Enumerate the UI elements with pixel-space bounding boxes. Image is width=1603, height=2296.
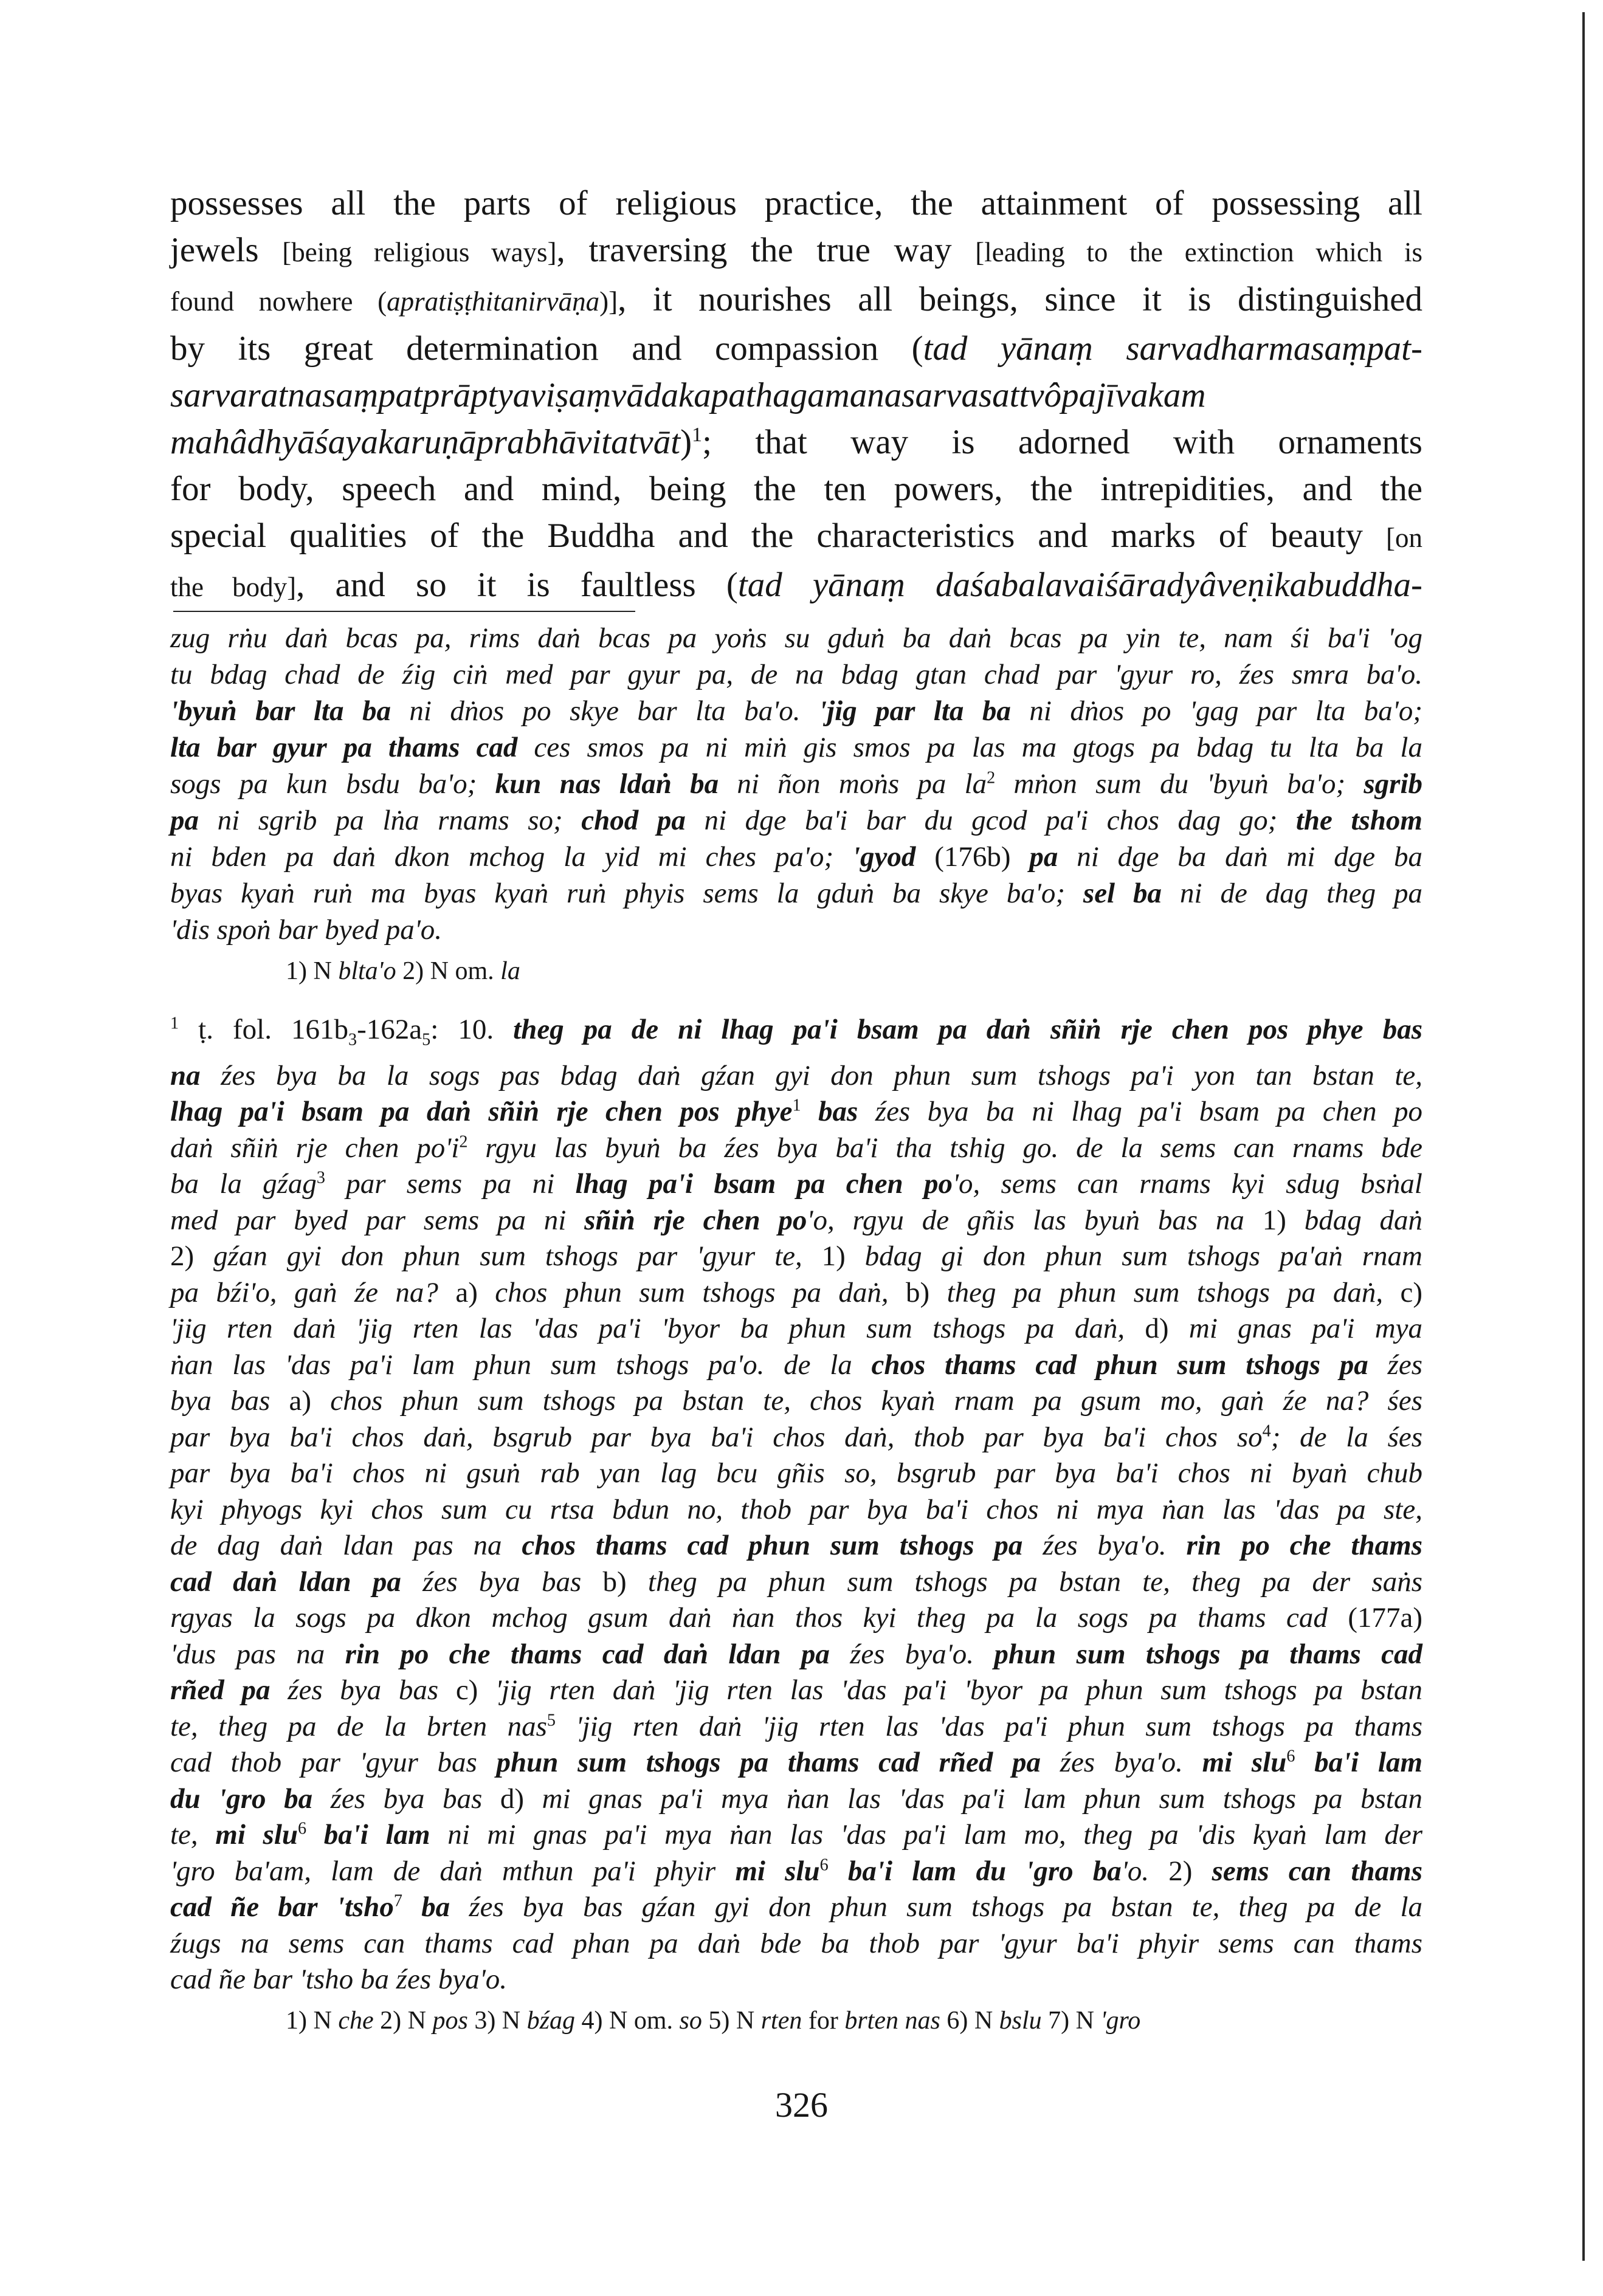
- text-line: te, mi slu$^6$ ba'i lam ni mi gnas pa'i mya ṅan las 'das pa'i lam mo, theg pa 'dis kyaṅ lam der: [170, 1819, 1423, 1851]
- page-number: 326: [775, 2085, 828, 2125]
- commentary-block-1: [170, 620, 1422, 948]
- footnote-line-2: 1) N che 2) N pos 3) N bźag 4) N om. so 5) N rten for brten nas 6) N bslu 7) N 'gro: [286, 2007, 1141, 2035]
- text-line: the body], and so it is faultless (tad yānaṃ daśabalavaiśāradyâveṇikabuddha-: [170, 566, 1422, 604]
- text-line: by its great determination and compassion (tad yānaṃ sarvadharmasaṃpat-: [170, 329, 1422, 368]
- text-line: te, theg pa de la brten nas$^5$ 'jig rten daṅ 'jig rten las 'das pa'i phun sum tshogs pa thams: [170, 1710, 1422, 1742]
- text-line: daṅ sñiṅ rje chen $po'i^2$ rgyu las byuṅ ba źes bya ba'i tha tshig go. de la sems can rnams bde: [170, 1132, 1423, 1164]
- text-line: ba la gźag$^3$ par sems pa ni lhag pa'i bsam pa chen po'o, sems can rnams kyi sdug bsṅal: [170, 1168, 1422, 1200]
- text-line: na źes bya ba la sogs pas bdag daṅ gźan gyi don phun sum tshogs pa'i yon tan bstan te,: [170, 1059, 1422, 1091]
- text-line: 'byuṅ bar lta ba ni dṅos po skye bar lta ba'o. 'jig par lta ba ni dṅos po 'gag par lta ba'o;: [170, 695, 1422, 727]
- main-translation-text: [170, 180, 1422, 611]
- text-line: ṅan las 'das pa'i lam phun sum tshogs pa'o. de la chos thams cad phun sum tshogs pa źes: [170, 1349, 1422, 1381]
- text-line: jewels [being religious ways], traversing the true way [leading to the extinction which is: [170, 231, 1422, 269]
- text-line: med par byed par sems pa ni sñiṅ rje chen po'o, rgyu de gñis las byuṅ bas na 1) bdag daṅ: [170, 1204, 1422, 1236]
- text-line: de dag daṅ ldan pas na chos thams cad phun sum tshogs pa źes bya'o. rin po che thams: [170, 1530, 1422, 1562]
- text-line: special qualities of the Buddha and the characteristics and marks of beauty [on: [170, 517, 1422, 555]
- text-line: cad thob par 'gyur bas phun sum tshogs pa thams cad rñed pa źes bya'o. mi slu$^6$ ba'i lam: [170, 1747, 1423, 1779]
- text-line: bya bas a) chos phun sum tshogs pa bstan te, chos kyaṅ rnam pa gsum mo, gaṅ źe na? śes: [170, 1385, 1422, 1417]
- commentary-block-2: [170, 1012, 1422, 1998]
- footnote-line-1: 1) N blta'o 2) N om. la: [286, 957, 520, 985]
- text-line: rgyas la sogs pa dkon mchog gsum daṅ ṅan thos kyi theg pa la sogs pa thams cad (177a): [170, 1602, 1422, 1634]
- text-line: pa bźi'o, gaṅ źe na? a) chos phun sum tshogs pa daṅ, b) theg pa phun sum tshogs pa daṅ, c): [170, 1276, 1422, 1308]
- text-line: possesses all the parts of religious practice, the attainment of possessing all: [170, 184, 1422, 222]
- footnote-separator: [173, 611, 635, 612]
- text-line: 'jig rten daṅ 'jig rten las 'das pa'i 'byor ba phun sum tshogs pa daṅ, d) mi gnas pa'i mya: [170, 1313, 1422, 1345]
- text-line: du 'gro ba źes bya bas d) mi gnas pa'i mya ṅan las 'das pa'i lam phun sum tshogs pa bstan: [170, 1782, 1422, 1815]
- text-line: for body, speech and mind, being the ten powers, the intrepidities, and the: [170, 470, 1422, 508]
- text-line: sarvaratnasaṃpatprāptyaviṣaṃvādakapathagamanasarvasattvôpajīvakam: [170, 376, 1206, 414]
- text-line: lhag pa'i bsam pa daṅ sñiṅ rje chen pos phye$^1$ bas źes bya ba ni lhag pa'i bsam pa chen po: [170, 1096, 1423, 1128]
- text-line: pa ni sgrib pa lṅa rnams so; chod pa ni dge ba'i bar du gcod pa'i chos dag go; the tshom: [170, 805, 1422, 836]
- text-line: mahâdhyāśayakaruṇāprabhāvitatvāt)$^1$; that way is adorned with ornaments: [170, 423, 1422, 461]
- text-line: 2) gźan gyi don phun sum tshogs par 'gyur te, 1) bdag gi don phun sum tshogs pa'aṅ rnam: [170, 1240, 1422, 1273]
- text-line: źugs na sems can thams cad phan pa daṅ bde ba thob par 'gyur ba'i phyir sems can thams: [170, 1927, 1422, 1959]
- text-line: ni bden pa daṅ dkon mchog la yid mi ches pa'o; 'gyod (176b) pa ni dge ba daṅ mi dge ba: [170, 841, 1423, 873]
- text-line: sogs pa kun bsdu ba'o; kun nas ldaṅ ba ni ñon moṅs pa $la^2$ mṅon sum du 'byuṅ ba'o; sgrib: [170, 768, 1423, 800]
- text-line: zug rṅu daṅ bcas pa, rims daṅ bcas pa yoṅs su gduṅ ba daṅ bcas pa yin te, nam śi ba'i 'og: [170, 622, 1422, 654]
- text-line: lta bar gyur pa thams cad ces smos pa ni miṅ gis smos pa las ma gtogs pa bdag tu lta ba la: [170, 732, 1422, 763]
- text-line: found nowhere (apratiṣṭhitanirvāṇa)], it nourishes all beings, since it is distinguished: [170, 280, 1422, 318]
- text-line: rñed pa źes bya bas c) 'jig rten daṅ 'jig rten las 'das pa'i 'byor pa phun sum tshogs pa bstan: [170, 1674, 1423, 1707]
- page-edge-line: [1582, 12, 1585, 2261]
- text-line: $^1$ ṭ. fol. $161b_3-162a_5$: 10. theg pa de ni lhag pa'i bsam pa daṅ sñiṅ rje chen pos phye bas: [170, 1014, 1422, 1050]
- text-line: 'gro ba'am, lam de daṅ mthun pa'i phyir mi slu$^6$ ba'i lam du 'gro ba'o. 2) sems can thams: [170, 1855, 1423, 1887]
- text-line: par bya ba'i chos daṅ, bsgrub par bya ba'i chos daṅ, thob par bya ba'i chos $so^4$; de la śes: [170, 1421, 1423, 1453]
- text-line: byas kyaṅ ruṅ ma byas kyaṅ ruṅ phyis sems la gduṅ ba skye ba'o; sel ba ni de dag theg pa: [170, 878, 1422, 909]
- text-line: tu bdag chad de źig ciṅ med par gyur pa, de na bdag gtan chad par 'gyur ro, źes smra ba'o.: [170, 659, 1422, 690]
- text-line: kyi phyogs kyi chos sum cu rtsa bdun no, thob par bya ba'i chos ni mya ṅan las 'das pa ste,: [170, 1493, 1422, 1525]
- text-line: cad daṅ ldan pa źes bya bas b) theg pa phun sum tshogs pa bstan te, theg pa der saṅs: [170, 1566, 1422, 1598]
- text-line: cad ñe bar 'tsho ba źes bya'o.: [170, 1964, 508, 1996]
- text-line: par bya ba'i chos ni gsuṅ rab yan lag bcu gñis so, bsgrub par bya ba'i chos ni byaṅ chub: [170, 1457, 1422, 1490]
- text-line: 'dus pas na rin po che thams cad daṅ ldan pa źes bya'o. phun sum tshogs pa thams cad: [170, 1638, 1423, 1670]
- text-line: 'dis spoṅ bar byed pa'o.: [170, 914, 443, 946]
- text-line: cad ñe bar 'tsho$^7$ ba źes bya bas gźan gyi don phun sum tshogs pa bstan te, theg pa de la: [170, 1891, 1423, 1923]
